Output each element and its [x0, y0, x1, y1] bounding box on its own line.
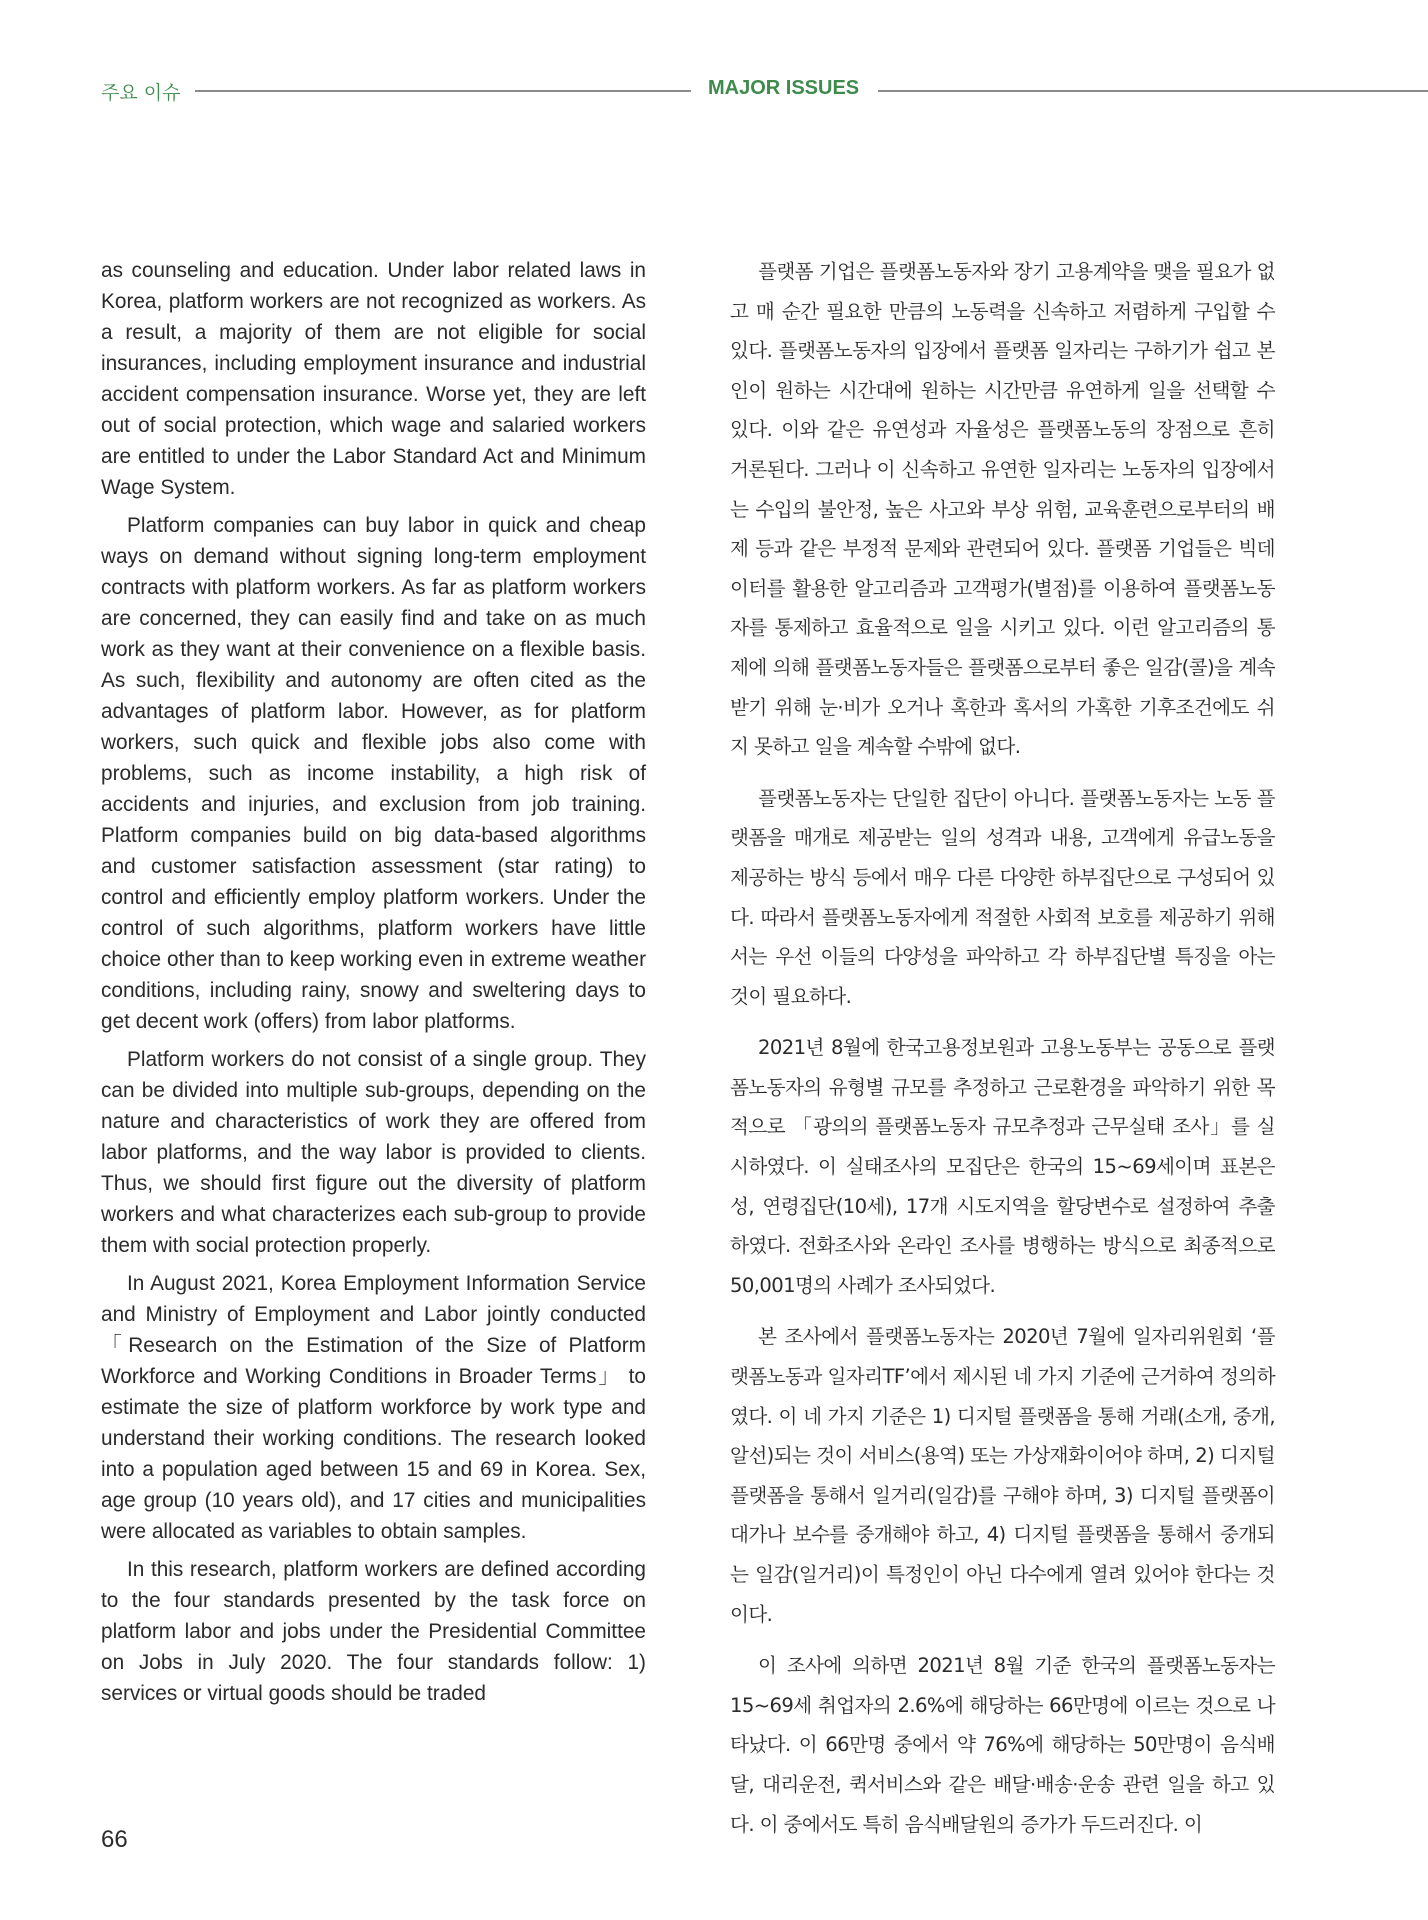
- korean-paragraph: 본 조사에서 플랫폼노동자는 2020년 7월에 일자리위원회 ‘플랫폼노동과 일자리TF’에서 제시된 네 가지 기준에 근거하여 정의하였다. 이 네 가지 기준은 1) 디지털 플랫폼을 통해 거래(소개, 중개, 알선)되는 것이 서비스(용역) 또는 가상재화이어야 하며, 2) 디지털 플랫폼을 통해서 일거리(일감)를 구해야 하며, 3) 디지털 플랫폼이 대가나 보수를 중개해야 하고, 4) 디지털 플랫폼을 통해서 중개되는 일감(일거리)이 특정인이 아닌 다수에게 열려 있어야 한다는 것이다.: [730, 1325, 1275, 1626]
- korean-paragraph: 2021년 8월에 한국고용정보원과 고용노동부는 공동으로 플랫폼노동자의 유형별 규모를 추정하고 근로환경을 파악하기 위한 목적으로 「광의의 플랫폼노동자 규모추정과 근무실태 조사」를 실시하였다. 이 실태조사의 모집단은 한국의 15~69세이며 표본은 성, 연령집단(10세), 17개 시도지역을 할당변수로 설정하여 추출하였다. 전화조사와 온라인 조사를 병행하는 방식으로 최종적으로 50,001명의 사례가 조사되었다.: [730, 1036, 1275, 1297]
- section-title-english: MAJOR ISSUES: [708, 77, 860, 99]
- running-header: [101, 72, 1428, 108]
- english-paragraph: Platform workers do not consist of a single group. They can be divided into multiple sub-groups, depending on the nature and characteristics of work they are offered from labor platforms, and the way labor is provided to clients. Thus, we should first figure out the diversity of platform workers and what characterizes each sub-group to provide them with social protection properly.: [101, 1048, 646, 1257]
- section-title-korean: 주요 이슈: [101, 82, 181, 104]
- korean-paragraph: 플랫폼 기업은 플랫폼노동자와 장기 고용계약을 맺을 필요가 없고 매 순간 필요한 만큼의 노동력을 신속하고 저렴하게 구입할 수 있다. 플랫폼노동자의 입장에서 플랫폼 일자리는 구하기가 쉽고 본인이 원하는 시간대에 원하는 시간만큼 유연하게 일을 선택할 수 있다. 이와 같은 유연성과 자율성은 플랫폼노동의 장점으로 흔히 거론된다. 그러나 이 신속하고 유연한 일자리는 노동자의 입장에서는 수입의 불안정, 높은 사고와 부상 위험, 교육훈련으로부터의 배제 등과 같은 부정적 문제와 관련되어 있다. 플랫폼 기업들은 빅데이터를 활용한 알고리즘과 고객평가(별점)를 이용하여 플랫폼노동자를 통제하고 효율적으로 일을 시키고 있다. 이런 알고리즘의 통제에 의해 플랫폼노동자들은 플랫폼으로부터 좋은 일감(콜)을 계속 받기 위해 눈·비가 오거나 혹한과 혹서의 가혹한 기후조건에도 쉬지 못하고 일을 계속할 수밖에 없다.: [730, 260, 1275, 759]
- english-paragraph: Platform companies can buy labor in quick and cheap ways on demand without signing long-term employment contracts with platform workers. As far as platform workers are concerned, they can easily find and take on as much work as they want at their convenience on a flexible basis. As such, flexibility and autonomy are often cited as the advantages of platform labor. However, as for platform workers, such quick and flexible jobs also come with problems, such as income instability, a high risk of accidents and injuries, and exclusion from job training. Platform companies build on big data-based algorithms and customer satisfaction assessment (star rating) to control and efficiently employ platform workers. Under the control of such algorithms, platform workers have little choice other than to keep working even in extreme weather conditions, including rainy, snowy and sweltering days to get decent work (offers) from labor platforms.: [101, 514, 646, 1033]
- korean-paragraph: 플랫폼노동자는 단일한 집단이 아니다. 플랫폼노동자는 노동 플랫폼을 매개로 제공받는 일의 성격과 내용, 고객에게 유급노동을 제공하는 방식 등에서 매우 다른 다양한 하부집단으로 구성되어 있다. 따라서 플랫폼노동자에게 적절한 사회적 보호를 제공하기 위해서는 우선 이들의 다양성을 파악하고 각 하부집단별 특징을 아는 것이 필요하다.: [730, 786, 1275, 1008]
- english-column: [101, 255, 646, 1716]
- english-paragraph: In this research, platform workers are defined according to the four standards presented by the task force on platform labor and jobs under the Presidential Committee on Jobs in July 2020. The four standards follow: 1) services or virtual goods should be traded: [101, 1558, 646, 1705]
- page-number: 66: [101, 1826, 128, 1853]
- english-paragraph: as counseling and education. Under labor related laws in Korea, platform workers are not recognized as workers. As a result, a majority of them are not eligible for social insurances, including employment insurance and industrial accident compensation insurance. Worse yet, they are left out of social protection, which wage and salaried workers are entitled to under the Labor Standard Act and Minimum Wage System.: [101, 259, 646, 499]
- header-rule-left: [195, 90, 691, 92]
- korean-paragraph: 이 조사에 의하면 2021년 8월 기준 한국의 플랫폼노동자는 15~69세 취업자의 2.6%에 해당하는 66만명에 이르는 것으로 나타났다. 이 66만명 중에서 약 76%에 해당하는 50만명이 음식배달, 대리운전, 퀵서비스와 같은 배달·배송·운송 관련 일을 하고 있다. 이 중에서도 특히 음식배달원의 증가가 두드러진다. 이: [730, 1654, 1275, 1836]
- korean-column: [730, 252, 1275, 1856]
- header-rule-right: [878, 90, 1428, 92]
- english-paragraph: In August 2021, Korea Employment Information Service and Ministry of Employment and Labor jointly conducted 「Research on the Estimation of the Size of Platform Workforce and Working Conditions in Broader Terms」 to estimate the size of platform workforce by work type and understand their working conditions. The research looked into a population aged between 15 and 69 in Korea. Sex, age group (10 years old), and 17 cities and municipalities were allocated as variables to obtain samples.: [101, 1272, 646, 1543]
